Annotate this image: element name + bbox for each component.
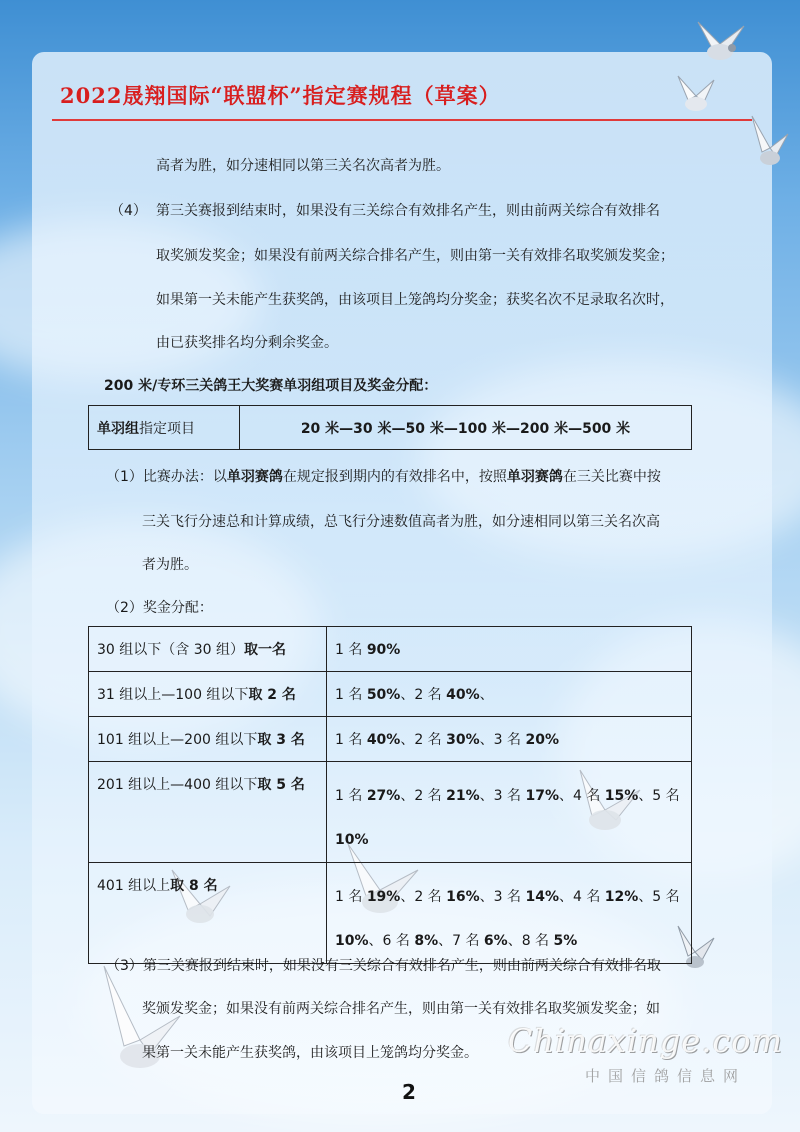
table-row (89, 406, 692, 450)
prize-percentage: 40% (446, 687, 480, 703)
section-heading: 200 米/专环三关鸽王大奖赛单羽组项目及奖金分配： (104, 378, 438, 394)
prize-percentage: 30% (446, 732, 480, 748)
group-condition: 401 组以上 (97, 878, 171, 894)
group-condition: 201 组以上—400 组以下 (97, 777, 258, 793)
pigeon-icon (744, 112, 794, 182)
paragraph-line: 奖颁发奖金；如果没有前两关综合排名产生，则由第一关有效排名取奖颁发奖金；如 (142, 1001, 660, 1017)
prize-cell (327, 672, 692, 717)
prize-text: 、2 名 (400, 732, 447, 748)
prize-percentage: 8% (414, 933, 439, 949)
group-quota: 取一名 (243, 642, 286, 658)
prize-percentage: 12% (604, 889, 639, 905)
paragraph-line: 三关飞行分速总和计算成绩，总飞行分速数值高者为胜，如分速相同以第三关名次高 (142, 514, 660, 530)
group-quota: 取 3 名 (257, 732, 305, 748)
prize-percentage: 10% (335, 832, 369, 848)
prize-cell (327, 863, 692, 964)
prize-percentage: 50% (366, 687, 401, 703)
prize-text: 1 名 (335, 687, 367, 703)
project-table (88, 405, 692, 450)
prize-percentage: 21% (446, 788, 480, 804)
pigeon-icon (672, 70, 720, 120)
prize-line (335, 774, 683, 818)
paragraph-line: 取奖颁发奖金；如果没有前两关综合排名产生，则由第一关有效排名取奖颁发奖金； (156, 248, 674, 264)
rule-text: （1）比赛办法：以 (106, 469, 227, 485)
page-title: 2022晟翔国际“联盟杯”指定赛规程（草案） (60, 83, 501, 108)
prize-text: 、2 名 (400, 687, 447, 703)
prize-text: 1 名 (335, 889, 367, 905)
table-row (89, 672, 692, 717)
prize-percentage: 15% (604, 788, 639, 804)
prize-line (335, 818, 683, 862)
prize-text: 、5 名 (638, 889, 680, 905)
rule-emphasis: 单羽赛鸽 (506, 469, 563, 485)
group-quota: 取 8 名 (170, 878, 218, 894)
rule-text: 在规定报到期内的有效排名中，按照 (282, 469, 507, 485)
prize-text: 1 名 (335, 642, 367, 658)
paragraph-line: 者为胜。 (142, 557, 198, 573)
paragraph-line: 第三关赛报到结束时，如果没有三关综合有效排名产生，则由前两关综合有效排名 (156, 203, 660, 219)
group-condition: 101 组以上—200 组以下 (97, 732, 258, 748)
prize-text: 1 名 (335, 788, 367, 804)
paragraph-line: 如果第一关未能产生获奖鸽，由该项目上笼鸽均分奖金；获奖名次不足录取名次时， (156, 292, 674, 308)
prize-percentage: 27% (366, 788, 401, 804)
prize-text: 、6 名 (368, 933, 415, 949)
paragraph-line: 高者为胜，如分速相同以第三关名次高者为胜。 (156, 158, 450, 174)
watermark-subtitle: 中国信鸽信息网 (585, 1067, 747, 1085)
rule-1-line-1 (106, 466, 661, 486)
group-condition-cell (89, 762, 327, 863)
group-condition: 31 组以上—100 组以下 (97, 687, 249, 703)
prize-percentage: 14% (525, 889, 559, 905)
prize-percentage: 10% (335, 933, 369, 949)
paragraph-line: （2）奖金分配： (106, 600, 213, 616)
prize-text: 、3 名 (479, 788, 526, 804)
prize-percentage: 5% (553, 933, 578, 949)
pigeon-icon (690, 14, 750, 70)
group-condition-cell (89, 672, 327, 717)
prize-cell (327, 717, 692, 762)
page-number: 2 (402, 1080, 416, 1104)
prize-text: 、 (479, 687, 494, 703)
group-condition-cell (89, 717, 327, 762)
prize-text: 、5 名 (638, 788, 680, 804)
group-condition-cell (89, 627, 327, 672)
table-row (89, 863, 692, 964)
prize-text: 1 名 (335, 732, 367, 748)
item-number: （4） (110, 203, 147, 219)
paragraph-line: （3）第三关赛报到结束时，如果没有三关综合有效排名产生，则由前两关综合有效排名取 (106, 958, 661, 974)
project-value-cell: 20 米—30 米—50 米—100 米—200 米—500 米 (240, 406, 692, 450)
prize-text: 、4 名 (558, 788, 605, 804)
prize-text: 、4 名 (558, 889, 605, 905)
group-condition-cell (89, 863, 327, 964)
table-row (89, 627, 692, 672)
group-condition: 30 组以下（含 30 组） (97, 642, 244, 658)
prize-percentage: 20% (525, 732, 559, 748)
prize-percentage: 90% (366, 642, 401, 658)
prize-text: 、2 名 (400, 788, 447, 804)
watermark-logo: Chinaxinge.com (508, 1022, 784, 1060)
prize-text: 、8 名 (507, 933, 554, 949)
prize-text: 、2 名 (400, 889, 447, 905)
prize-cell (327, 762, 692, 863)
rule-emphasis: 单羽赛鸽 (226, 469, 283, 485)
table-row (89, 762, 692, 863)
prize-line (335, 875, 683, 919)
prize-percentage: 16% (446, 889, 480, 905)
prize-text: 、7 名 (438, 933, 484, 949)
project-label-bold: 单羽组 (97, 420, 139, 437)
paragraph-line: 果第一关未能产生获奖鸽，由该项目上笼鸽均分奖金。 (142, 1045, 478, 1061)
project-label-cell (89, 406, 240, 450)
pigeon-icon (84, 960, 194, 1100)
prize-percentage: 19% (366, 889, 401, 905)
group-quota: 取 2 名 (248, 687, 296, 703)
prize-percentage: 40% (366, 732, 401, 748)
prize-cell (327, 627, 692, 672)
prize-table (88, 626, 692, 964)
header-divider (52, 119, 752, 121)
prize-text: 、3 名 (479, 889, 526, 905)
prize-percentage: 6% (483, 933, 508, 949)
project-label-rest: 指定项目 (139, 420, 195, 437)
prize-text: 、3 名 (479, 732, 526, 748)
table-row (89, 717, 692, 762)
group-quota: 取 5 名 (257, 777, 305, 793)
prize-percentage: 17% (525, 788, 559, 804)
rule-text: 在三关比赛中按 (562, 469, 661, 485)
paragraph-line: 由已获奖排名均分剩余奖金。 (156, 335, 338, 351)
